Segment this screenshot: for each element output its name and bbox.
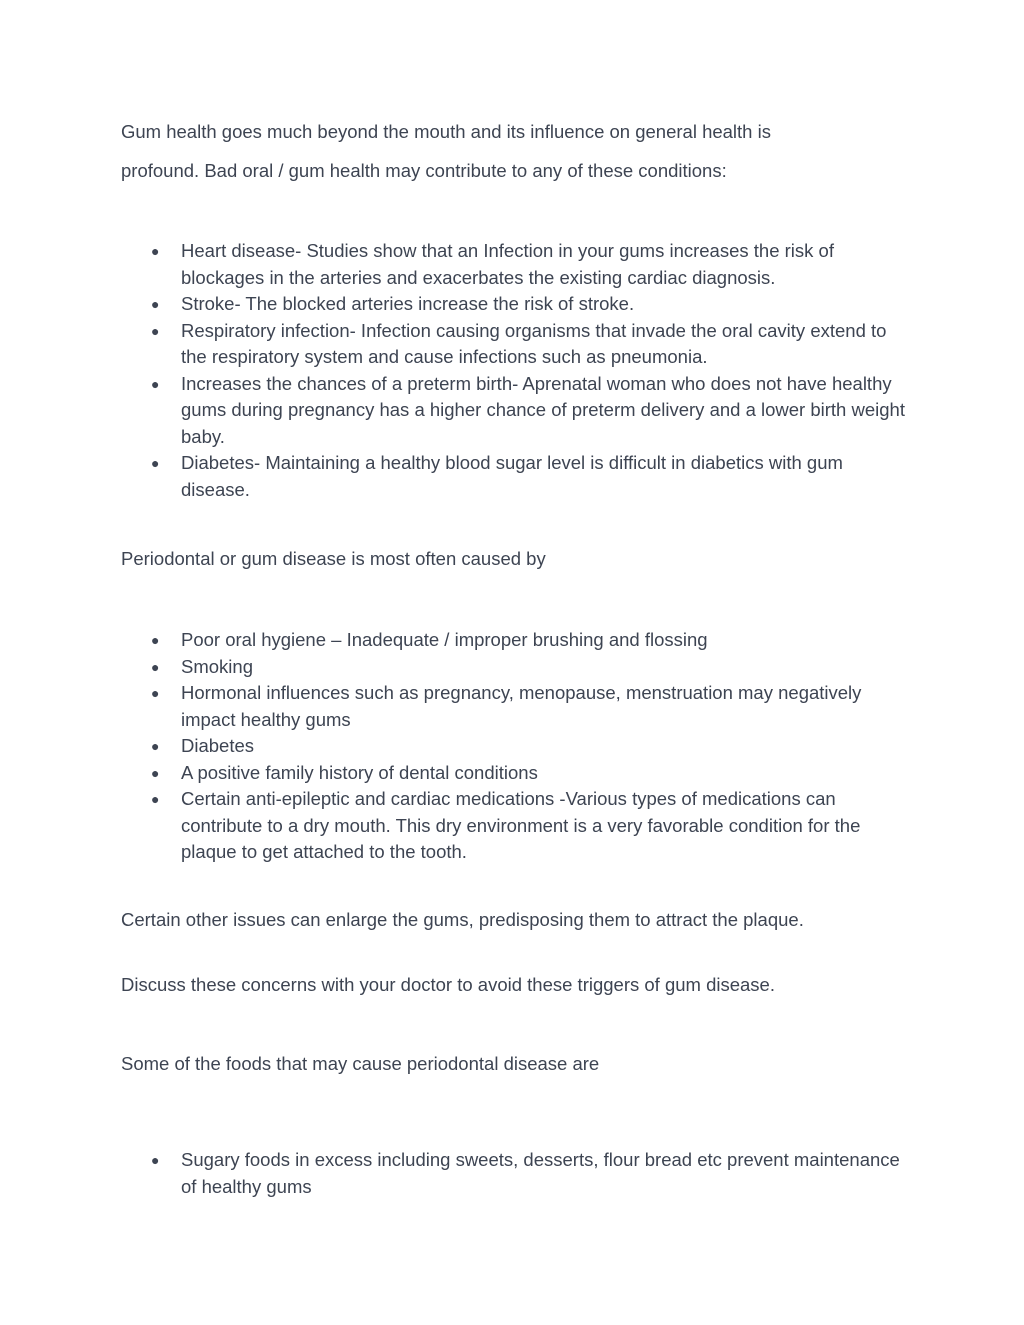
conditions-list: [121, 238, 911, 503]
bullet-icon: ●: [151, 243, 160, 259]
list-item: ● Stroke- The blocked arteries increase the risk of stroke.: [121, 291, 911, 318]
bullet-icon: ●: [151, 685, 160, 701]
list-item: ● Certain anti-epileptic and cardiac medications -Various types of medications can contribute to a dry mouth. This dry environment is a very favorable condition for the plaque to get attached to the tooth.: [151, 788, 861, 862]
list-item: ● Hormonal influences such as pregnancy, menopause, menstruation may negatively impact healthy gums: [151, 682, 862, 730]
discuss-paragraph: Discuss these concerns with your doctor to avoid these triggers of gum disease.: [121, 974, 775, 995]
causes-list: [121, 627, 911, 866]
foods-heading: Some of the foods that may cause periodontal disease are: [121, 1053, 600, 1074]
bullet-icon: ●: [151, 375, 160, 392]
intro-line-2: profound. Bad oral / gum health may contribute to any of these conditions:: [121, 160, 727, 181]
intro-paragraph: [121, 112, 901, 190]
bullet-icon: ●: [151, 738, 160, 754]
bullet-icon: ●: [151, 1152, 160, 1168]
list-item: ● Respiratory infection- Infection causing organisms that invade the oral cavity extend to the respiratory system and cause infections such as pneumonia.: [151, 319, 887, 367]
list-item: ● Smoking: [121, 654, 911, 681]
list-item: ● Poor oral hygiene – Inadequate / improper brushing and flossing: [121, 627, 911, 654]
bullet-icon: ●: [151, 296, 160, 312]
bullet-icon: ●: [151, 632, 160, 648]
intro-line-1: Gum health goes much beyond the mouth and its influence on general health is: [121, 121, 771, 142]
bullet-icon: ●: [151, 764, 160, 781]
bullet-icon: ●: [151, 322, 160, 339]
list-item: ● Diabetes: [121, 733, 911, 760]
list-item: ● A positive family history of dental conditions: [121, 760, 911, 787]
list-item: ● Increases the chances of a preterm birth- Aprenatal woman who does not have healthy gums during pregnancy has a higher chance of preterm delivery and a lower birth weight baby.: [151, 372, 905, 447]
bullet-icon: ●: [151, 791, 160, 807]
foods-list: [121, 1147, 911, 1200]
bullet-icon: ●: [151, 658, 160, 675]
list-item: ● Diabetes- Maintaining a healthy blood sugar level is difficult in diabetics with gum disease.: [151, 452, 843, 500]
list-item: ● Heart disease- Studies show that an Infection in your gums increases the risk of blockages in the arteries and exacerbates the existing cardiac diagnosis.: [151, 240, 834, 288]
causes-heading: Periodontal or gum disease is most often caused by: [121, 548, 546, 569]
list-item: ● Sugary foods in excess including sweets, desserts, flour bread etc prevent maintenance of healthy gums: [151, 1149, 900, 1197]
bullet-icon: ●: [151, 455, 160, 471]
other-issues-paragraph: Certain other issues can enlarge the gums, predisposing them to attract the plaque.: [121, 909, 804, 930]
